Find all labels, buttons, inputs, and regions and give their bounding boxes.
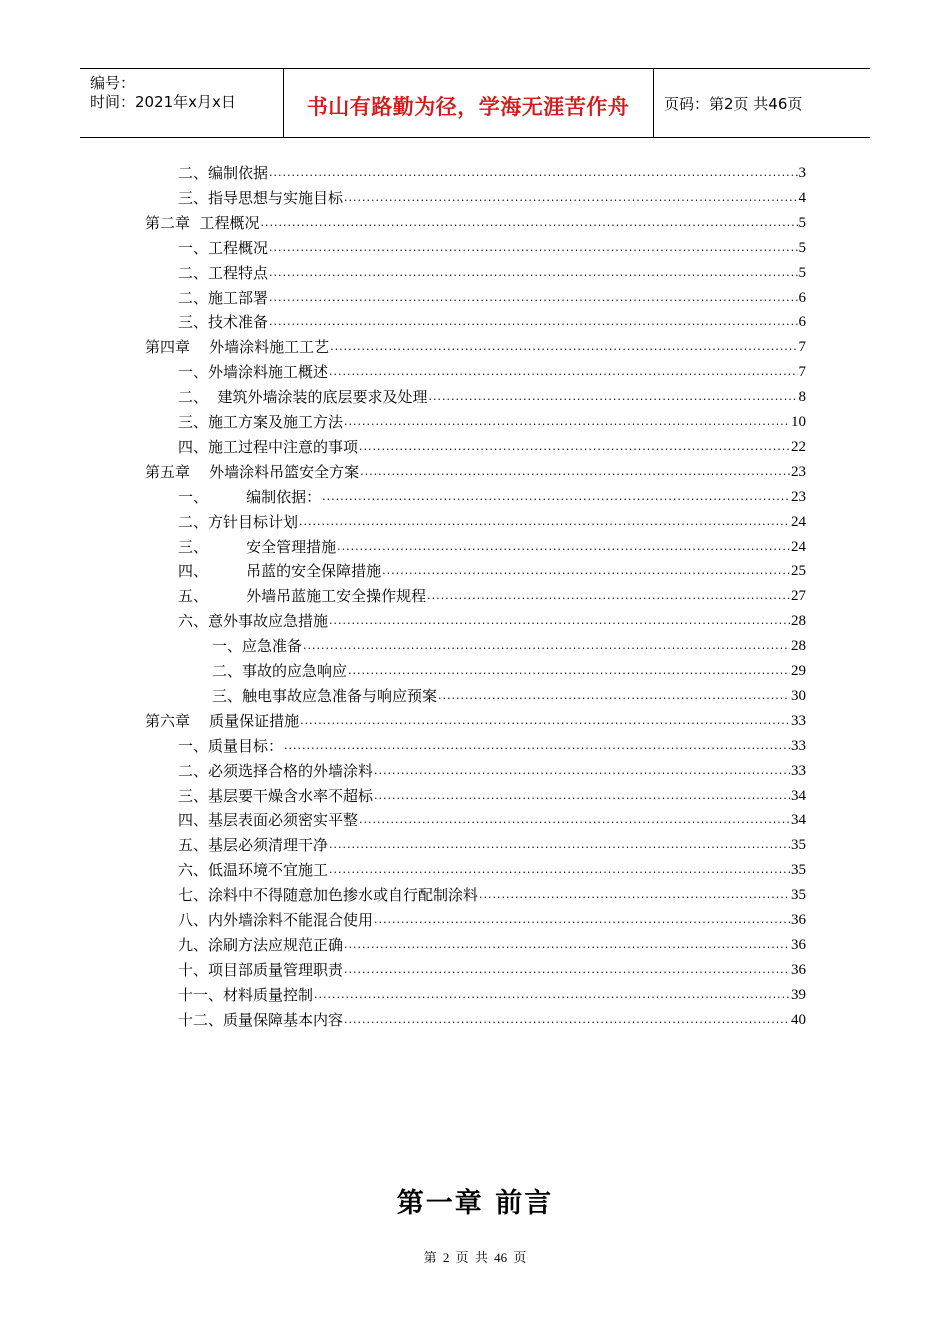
toc-entry[interactable] [178,160,806,182]
toc-entry-page: 36 [791,961,806,978]
toc-entry-page: 23 [791,463,806,480]
toc-leader-dots [382,564,790,578]
toc-entry-title: 一、工程概况 [178,238,269,257]
toc-entry-page: 3 [798,165,806,181]
toc-entry[interactable] [178,235,806,257]
toc-leader-dots [344,415,790,429]
toc-leader-dots [284,739,790,753]
toc-entry[interactable] [178,783,806,805]
toc-leader-dots [344,191,797,205]
chapter-title: 第一章 前言 [396,1188,554,1219]
toc-entry[interactable] [178,758,806,780]
doc-number-label: 编号： [90,74,136,92]
toc-entry-title: 一、外墙涂料施工概述 [178,363,329,382]
toc-entry[interactable] [178,260,806,282]
header-motto: 书山有路勤为径，学海无涯苦作舟 [306,95,630,119]
toc-entry-title: 第四章 外墙涂料施工工艺 [145,338,330,357]
toc-entry[interactable] [178,359,806,381]
toc-entry-page: 35 [791,887,806,904]
header-middle-cell [283,69,654,137]
toc-entry-page: 28 [791,638,806,655]
toc-entry-page: 7 [798,339,806,356]
toc-entry-title: 第五章 外墙涂料吊篮安全方案 [145,462,360,481]
toc-entry-page: 39 [791,986,806,1003]
toc-entry-title: 十二、质量保障基本内容 [178,1010,344,1029]
header-page-info: 页码：第2页 共46页 [664,95,803,113]
toc-entry-page: 5 [798,214,806,231]
toc-entry[interactable] [145,210,806,232]
toc-entry-page: 22 [791,438,806,455]
toc-entry-title: 六、意外事故应急措施 [178,612,329,631]
header-left-cell [80,69,284,137]
toc-entry[interactable] [178,807,806,829]
toc-leader-dots [374,913,790,927]
toc-entry-page: 29 [791,663,806,679]
toc-entry-page: 34 [791,812,806,829]
toc-entry[interactable] [212,658,806,680]
toc-entry[interactable] [178,534,806,556]
toc-leader-dots [337,540,790,554]
toc-entry[interactable] [178,583,806,605]
toc-entry-title: 八、内外墙涂料不能混合使用 [178,911,374,929]
toc-entry[interactable] [178,285,806,307]
toc-leader-dots [374,789,790,803]
toc-entry-title: 六、低温环境不宜施工 [178,861,329,880]
toc-entry-page: 8 [798,389,806,406]
toc-entry-title: 三、触电事故应急准备与响应预案 [212,686,438,705]
toc-entry[interactable] [212,633,806,655]
toc-entry-title: 一、质量目标： [178,736,284,755]
toc-entry-page: 5 [798,264,806,281]
toc-leader-dots [269,166,797,180]
toc-leader-dots [360,465,790,479]
toc-entry-page: 24 [791,538,806,555]
toc-entry-title: 三、施工方案及施工方法 [178,413,344,431]
toc-leader-dots [329,838,790,852]
toc-entry-title: 三、基层要干燥含水率不超标 [178,786,374,805]
toc-entry[interactable] [178,932,806,954]
toc-leader-dots [269,241,797,255]
toc-leader-dots [329,365,797,379]
toc-leader-dots [438,689,790,703]
toc-leader-dots [359,440,790,454]
toc-leader-dots [329,863,790,877]
toc-leader-dots [261,216,798,230]
toc-entry-title: 二、 建筑外墙涂装的底层要求及处理 [178,388,428,407]
toc-entry-title: 三、指导思想与实施目标 [178,188,344,207]
toc-entry-page: 30 [791,687,806,704]
toc-entry[interactable] [178,957,806,979]
toc-entry-page: 33 [791,712,806,729]
toc-entry-title: 十、项目部质量管理职责 [178,960,344,979]
toc-leader-dots [330,340,797,354]
toc-entry-page: 6 [798,314,806,331]
toc-entry-title: 四、施工过程中注意的事项 [178,437,359,456]
toc-entry-page: 35 [791,837,806,854]
toc-entry-title: 二、编制依据 [178,164,269,182]
toc-entry[interactable] [178,484,806,506]
toc-entry-title: 四、 吊蓝的安全保障措施 [178,562,382,581]
toc-entry-page: 28 [791,613,806,630]
toc-entry-title: 一、 编制依据： [178,487,322,506]
toc-entry-page: 5 [798,239,806,256]
toc-leader-dots [344,963,790,977]
header-right-cell [654,69,870,137]
toc-leader-dots [344,1013,790,1027]
toc-entry-title: 二、事故的应急响应 [212,662,348,680]
toc-entry-page: 36 [791,936,806,953]
toc-entry[interactable] [178,1007,806,1029]
toc-entry[interactable] [178,733,806,755]
toc-leader-dots [359,813,790,827]
toc-entry[interactable] [145,708,806,730]
toc-entry[interactable] [145,459,806,481]
toc-leader-dots [314,988,790,1002]
toc-leader-dots [300,714,790,728]
toc-entry[interactable] [178,882,806,904]
toc-entry[interactable] [178,309,806,331]
toc-entry-title: 五、 外墙吊蓝施工安全操作规程 [178,587,427,606]
toc-entry-page: 24 [791,513,806,530]
toc-entry-title: 三、 安全管理措施 [178,537,337,556]
toc-leader-dots [374,764,790,778]
toc-entry-title: 二、方针目标计划 [178,512,299,531]
toc-leader-dots [269,291,797,305]
toc-entry[interactable] [178,608,806,630]
toc-entry-page: 36 [791,912,806,928]
date-label: 时间：2021年x月x日 [90,93,236,111]
toc-entry[interactable] [178,185,806,207]
toc-leader-dots [322,490,790,504]
toc-entry[interactable] [178,434,806,456]
toc-leader-dots [479,888,790,902]
toc-entry-title: 三、技术准备 [178,313,269,332]
toc-entry-title: 九、涂刷方法应规范正确 [178,935,344,954]
toc-entry[interactable] [178,857,806,879]
toc-leader-dots [427,589,790,603]
toc-leader-dots [329,614,790,628]
toc-entry-page: 34 [791,787,806,804]
toc-entry-page: 33 [791,737,806,754]
toc-entry-page: 7 [798,364,806,381]
toc-entry-title: 二、必须选择合格的外墙涂料 [178,761,374,780]
toc-entry[interactable] [178,982,806,1004]
toc-entry[interactable] [178,409,806,431]
toc-entry[interactable] [178,384,806,406]
page-header [80,68,870,138]
toc-entry[interactable] [178,907,806,929]
toc-entry[interactable] [178,509,806,531]
toc-leader-dots [299,515,790,529]
toc-leader-dots [303,639,790,653]
toc-entry-page: 35 [791,862,806,879]
toc-entry-page: 4 [798,189,806,206]
toc-entry-title: 七、涂料中不得随意加色掺水或自行配制涂料 [178,886,479,905]
toc-entry[interactable] [145,334,806,356]
toc-entry[interactable] [178,558,806,580]
toc-entry-page: 10 [791,414,806,430]
toc-leader-dots [269,266,797,280]
toc-leader-dots [429,390,798,404]
toc-entry-title: 二、工程特点 [178,263,269,282]
toc-leader-dots [344,938,790,952]
toc-entry-title: 五、基层必须清理干净 [178,836,329,855]
toc-entry-page: 40 [791,1011,806,1028]
page-footer: 第 2 页 共 46 页 [423,1250,527,1265]
toc-entry[interactable] [178,832,806,854]
toc-entry-title: 第二章 工程概况 [145,213,260,232]
toc-entry-page: 27 [791,588,806,605]
toc-leader-dots [348,664,790,678]
toc-entry-title: 四、基层表面必须密实平整 [178,811,359,830]
toc-entry-title: 二、施工部署 [178,288,269,307]
toc-entry-page: 6 [798,289,806,306]
toc-entry-page: 33 [791,762,806,779]
toc-entry-title: 十一、材料质量控制 [178,985,314,1004]
toc-entry-page: 23 [791,488,806,505]
toc-entry-title: 一、应急准备 [212,637,303,656]
toc-leader-dots [269,315,797,329]
toc-entry[interactable] [212,683,806,705]
toc-entry-title: 第六章 质量保证措施 [145,711,300,730]
toc-entry-page: 25 [791,563,806,580]
